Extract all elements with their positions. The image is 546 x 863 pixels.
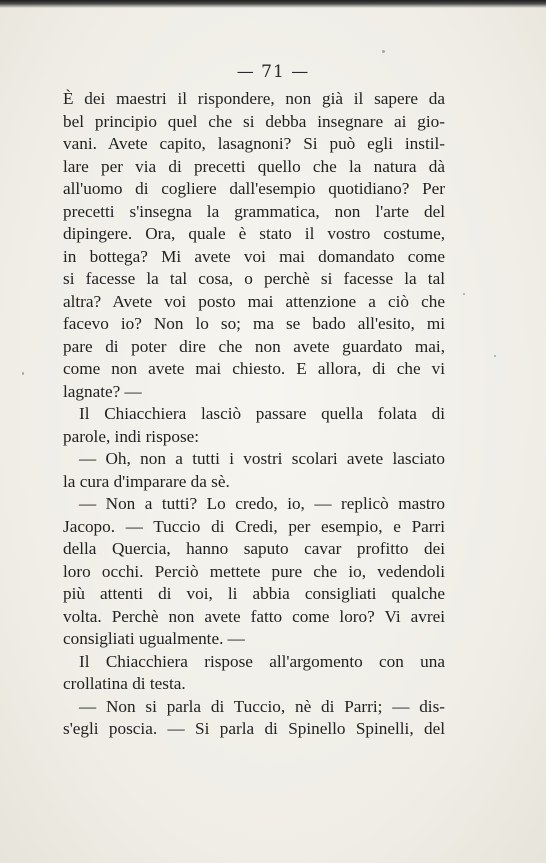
paper-speck [494,355,496,357]
text-line: consigliati ugualmente. — [63,629,245,648]
text-line: Jacopo. — Tuccio di Credi, per esempio, e Parri [63,516,445,536]
text-line: la cura d'imparare da sè. [63,471,230,491]
text-line: — Oh, non a tutti i vostri scolari avete lasciato [79,449,445,468]
text-line: parole, indi rispose: [63,426,200,446]
text-line: si facesse la tal cosa, o perchè si facesse la tal [63,269,445,288]
paper-speck [382,50,385,53]
text-line: Il Chiacchiera rispose all'argomento con una [79,651,445,671]
text-line: facevo io? Non lo so; ma se bado all'esito, mi [63,314,445,333]
text-line: all'uomo di cogliere dall'esempio quotidiano? Per [63,179,445,198]
text-line: pare di poter dire che non avete guardato mai, [63,336,445,356]
text-line: dipingere. Ora, quale è stato il vostro costume, [63,224,445,243]
text-line: precetti s'insegna la grammatica, non l'arte del [63,201,445,221]
text-line: crollatina di testa. [63,674,186,693]
text-line: — Non a tutti? Lo credo, io, — replicò mastro [79,494,445,513]
text-line: vani. Avete capito, lasagnoni? Si può egli instil- [63,134,445,153]
text-line: della Quercia, hanno saputo cavar profitto dei [63,539,445,558]
paper-speck [22,372,24,375]
text-line: lagnate? — [63,381,142,401]
text-line: lare per via di precetti quello che la natura dà [63,156,445,176]
text-line: loro occhi. Perciò mettete pure che io, vedendoli [63,561,445,581]
text-line: s'egli poscia. — Si parla di Spinello Spinelli, del [63,719,445,738]
paper-speck [463,293,465,295]
text-line: Il Chiacchiera lasciò passare quella folata di [79,404,445,423]
body-text [63,88,445,741]
text-line: — Non si parla di Tuccio, nè di Parri; — dis- [79,696,445,716]
text-line: in bottega? Mi avete voi mai domandato come [63,246,445,266]
text-line: come non avete mai chiesto. E allora, di che vi [63,359,445,378]
text-line: È dei maestri il rispondere, non già il sapere da [63,89,445,108]
text-line: più attenti di voi, li abbia consigliati qualche [63,584,445,603]
page-number: — 71 — [236,62,310,82]
text-line: volta. Perchè non avete fatto come loro? Vi avrei [63,606,445,626]
text-line: bel principio quel che si debba insegnare ai gio- [63,111,445,131]
scan-top-edge [0,0,546,8]
text-line: altra? Avete voi posto mai attenzione a ciò che [63,291,445,311]
